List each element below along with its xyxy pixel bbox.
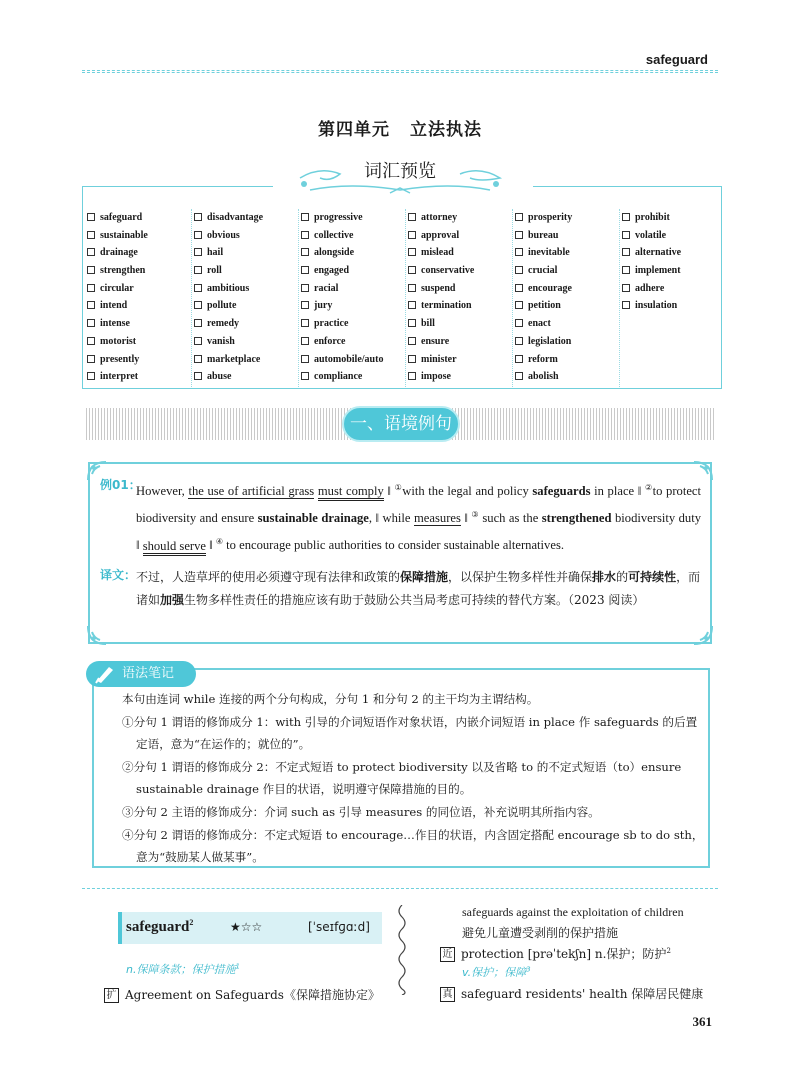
- vocab-item[interactable]: [301, 333, 405, 351]
- vocab-word: volatile: [635, 229, 667, 241]
- vocab-item[interactable]: [622, 280, 727, 298]
- sense-1: n.保障条款；保护措施$^1$: [126, 962, 240, 976]
- checkbox-icon[interactable]: [87, 213, 95, 221]
- vocab-item[interactable]: [301, 244, 405, 262]
- checkbox-icon[interactable]: [87, 248, 95, 256]
- vocab-word: mislead: [421, 247, 454, 259]
- checkbox-icon[interactable]: [515, 284, 523, 292]
- vocab-item[interactable]: [301, 315, 405, 333]
- vocab-word: marketplace: [207, 353, 261, 365]
- checkbox-icon[interactable]: [87, 337, 95, 345]
- checkbox-icon[interactable]: [87, 284, 95, 292]
- vocab-item[interactable]: [301, 262, 405, 280]
- vocab-word: presently: [100, 353, 140, 365]
- vocab-item[interactable]: [622, 262, 727, 280]
- checkbox-icon[interactable]: [194, 355, 202, 363]
- vocab-word: ensure: [421, 335, 450, 347]
- vocab-word: bureau: [528, 229, 559, 241]
- vocab-item[interactable]: [194, 209, 298, 227]
- checkbox-icon[interactable]: [515, 213, 523, 221]
- checkbox-icon[interactable]: [408, 231, 416, 239]
- real-exam-tag: 真: [440, 987, 455, 1002]
- vocab-word: strengthen: [100, 265, 146, 277]
- vocab-word: implement: [635, 265, 681, 277]
- vocab-word: petition: [528, 300, 561, 312]
- vocab-item[interactable]: [301, 368, 405, 386]
- vocab-item[interactable]: [194, 244, 298, 262]
- checkbox-icon[interactable]: [515, 319, 523, 327]
- checkbox-icon[interactable]: [515, 231, 523, 239]
- vocab-item[interactable]: [515, 368, 619, 386]
- vocab-item[interactable]: [408, 368, 512, 386]
- vocab-item[interactable]: [87, 209, 191, 227]
- vocab-item[interactable]: [408, 227, 512, 245]
- vocab-word: minister: [421, 353, 457, 365]
- vocab-item[interactable]: [515, 351, 619, 369]
- vocab-word: motorist: [100, 335, 137, 347]
- checkbox-icon[interactable]: [622, 213, 630, 221]
- checkbox-icon[interactable]: [515, 248, 523, 256]
- checkbox-icon[interactable]: [194, 248, 202, 256]
- vocab-item[interactable]: [87, 315, 191, 333]
- vocab-word: insulation: [635, 300, 678, 312]
- synonym-row: 近 protection [prəˈtekʃn] n.保护；防护$^2$: [440, 945, 671, 962]
- vocab-word: reform: [528, 353, 558, 365]
- grammar-tag: [86, 661, 196, 687]
- spine-divider-icon: [395, 905, 409, 995]
- vocab-item[interactable]: [515, 227, 619, 245]
- vocab-item[interactable]: [408, 333, 512, 351]
- vocab-word: circular: [100, 282, 134, 294]
- vocab-item[interactable]: [515, 333, 619, 351]
- translation-label: 译文：: [100, 568, 137, 582]
- vocab-word: automobile/auto: [314, 353, 384, 365]
- checkbox-icon[interactable]: [194, 372, 202, 380]
- vocab-heading-text: 词汇预览: [364, 161, 436, 182]
- vocab-item[interactable]: [194, 315, 298, 333]
- vocab-word: legislation: [528, 335, 572, 347]
- vocab-item[interactable]: [301, 297, 405, 315]
- vocab-item[interactable]: [408, 297, 512, 315]
- vocab-word: bill: [421, 318, 435, 330]
- checkbox-icon[interactable]: [301, 284, 309, 292]
- headword: safeguard$^2$: [126, 918, 194, 935]
- checkbox-icon[interactable]: [408, 337, 416, 345]
- vocab-word: intend: [100, 300, 128, 312]
- pen-icon: [94, 664, 116, 684]
- vocab-item[interactable]: [194, 368, 298, 386]
- vocab-item[interactable]: [408, 209, 512, 227]
- vocab-word: approval: [421, 229, 460, 241]
- subject-1: the use of artificial grass: [188, 484, 315, 499]
- checkbox-icon[interactable]: [301, 337, 309, 345]
- checkbox-icon[interactable]: [622, 266, 630, 274]
- checkbox-icon[interactable]: [301, 301, 309, 309]
- vocab-column: [192, 209, 299, 387]
- grammar-point: ①分句 1 谓语的修饰成分 1：with 引导的介词短语作对象状语，内嵌介词短语 in place 作 safeguards 的后置定语，意为“在运作的；就位的”。: [122, 714, 698, 752]
- checkbox-icon[interactable]: [194, 213, 202, 221]
- checkbox-icon[interactable]: [194, 231, 202, 239]
- vocab-columns: [85, 209, 727, 387]
- vocab-column: [299, 209, 406, 387]
- vocab-word: inevitable: [528, 247, 570, 259]
- vocab-item[interactable]: [301, 351, 405, 369]
- example-sentence: However, the use of artificial grass must comply ‖ ①with the legal and policy safeguards in place ‖ ②to protect biodiversity and ensure sustainable drainage, ‖ while measures ‖ ③ such as the strengthened biodiversity duty ‖ should serve ‖ ④ to encourage public authorities to consider sustainable alternatives.: [136, 476, 701, 558]
- checkbox-icon[interactable]: [408, 266, 416, 274]
- vocab-word: jury: [314, 300, 333, 312]
- vocab-word: attorney: [421, 212, 458, 223]
- checkbox-icon[interactable]: [408, 355, 416, 363]
- checkbox-icon[interactable]: [301, 248, 309, 256]
- vocab-word: alternative: [635, 247, 682, 259]
- vocab-item[interactable]: [515, 244, 619, 262]
- vocab-word: alongside: [314, 247, 355, 259]
- vocab-item[interactable]: [87, 297, 191, 315]
- extension-row: 扩 Agreement on Safeguards《保障措施协定》: [104, 986, 380, 1003]
- vocab-word: prohibit: [635, 212, 670, 223]
- subject-2: measures: [414, 511, 461, 526]
- checkbox-icon[interactable]: [87, 372, 95, 380]
- grammar-notes: [122, 688, 704, 869]
- vocab-word: crucial: [528, 265, 558, 277]
- vocab-box: [82, 186, 722, 389]
- checkbox-icon[interactable]: [87, 266, 95, 274]
- section-divider: [82, 888, 718, 889]
- vocab-word: intense: [100, 318, 130, 330]
- vocab-word: compliance: [314, 371, 363, 383]
- checkbox-icon[interactable]: [194, 266, 202, 274]
- checkbox-icon[interactable]: [408, 213, 416, 221]
- vocab-word: interpret: [100, 371, 139, 383]
- vocab-item[interactable]: [515, 209, 619, 227]
- vocab-column: [620, 209, 727, 387]
- vocab-column: [406, 209, 513, 387]
- vocab-word: collective: [314, 229, 354, 241]
- checkbox-icon[interactable]: [622, 301, 630, 309]
- frequency-stars: ★☆☆: [230, 920, 263, 934]
- vocab-item[interactable]: [622, 244, 727, 262]
- running-head: safeguard: [645, 52, 708, 67]
- checkbox-icon[interactable]: [301, 231, 309, 239]
- vocab-word: adhere: [635, 282, 665, 294]
- checkbox-icon[interactable]: [515, 372, 523, 380]
- unit-number: 第四单元: [318, 120, 390, 140]
- vocab-item[interactable]: [515, 280, 619, 298]
- page-number: 361: [692, 1014, 712, 1029]
- checkbox-icon[interactable]: [194, 301, 202, 309]
- unit-title: [0, 115, 800, 140]
- checkbox-icon[interactable]: [622, 248, 630, 256]
- vocab-item[interactable]: [301, 227, 405, 245]
- checkbox-icon[interactable]: [408, 319, 416, 327]
- predicate-2: should serve: [143, 539, 206, 556]
- checkbox-icon[interactable]: [87, 319, 95, 327]
- checkbox-icon[interactable]: [87, 231, 95, 239]
- vocab-item[interactable]: [87, 280, 191, 298]
- corner-ornament-icon: [692, 624, 714, 646]
- vocab-word: hail: [207, 247, 224, 259]
- vocab-word: progressive: [314, 212, 363, 223]
- vocab-word: suspend: [421, 282, 456, 294]
- vocab-word: enforce: [314, 335, 346, 347]
- vocab-item[interactable]: [87, 333, 191, 351]
- vocab-word: drainage: [100, 247, 138, 259]
- extension-tag: 扩: [104, 988, 119, 1003]
- vocab-word: roll: [207, 265, 222, 277]
- vocab-item[interactable]: [194, 297, 298, 315]
- checkbox-icon[interactable]: [301, 213, 309, 221]
- vocab-item[interactable]: [408, 351, 512, 369]
- corner-ornament-icon: [86, 624, 108, 646]
- vocab-word: racial: [314, 282, 339, 294]
- checkbox-icon[interactable]: [301, 355, 309, 363]
- vocab-heading: [290, 160, 510, 196]
- vocab-item[interactable]: [194, 262, 298, 280]
- vocab-item[interactable]: [87, 368, 191, 386]
- checkbox-icon[interactable]: [194, 284, 202, 292]
- vocab-word: impose: [421, 371, 451, 383]
- grammar-point: ④分句 2 谓语的修饰成分：不定式短语 to encourage…作目的状语，内含固定搭配 encourage sb to do sth，意为“鼓励某人做某事”。: [122, 827, 704, 865]
- vocab-word: prosperity: [528, 212, 573, 223]
- checkbox-icon[interactable]: [194, 337, 202, 345]
- vocab-word: vanish: [207, 335, 235, 347]
- translation-text: 不过，人造草坪的使用必须遵守现有法律和政策的保障措施，以保护生物多样性并确保排水的可持续性，而诸如加强生物多样性责任的措施应该有助于鼓励公共当局考虑可持续的替代方案。（2023 阅读）: [136, 570, 701, 607]
- checkbox-icon[interactable]: [515, 266, 523, 274]
- header-divider: [82, 70, 718, 73]
- vocab-word: abuse: [207, 371, 232, 383]
- vocab-column: [513, 209, 620, 387]
- vocab-word: safeguard: [100, 212, 143, 223]
- vocab-word: disadvantage: [207, 212, 264, 223]
- section-title: 一、语境例句: [342, 406, 460, 442]
- vocab-item[interactable]: [194, 280, 298, 298]
- vocab-word: sustainable: [100, 229, 148, 241]
- vocab-item[interactable]: [408, 315, 512, 333]
- checkbox-icon[interactable]: [408, 301, 416, 309]
- vocab-word: obvious: [207, 229, 240, 241]
- vocab-word: abolish: [528, 371, 559, 383]
- vocab-word: engaged: [314, 265, 349, 277]
- sense-2: v.保护；保障$^3$: [462, 965, 531, 979]
- example-label: 例01：: [100, 478, 141, 492]
- vocab-item[interactable]: [515, 262, 619, 280]
- phrase-zh: 避免儿童遭受剥削的保护措施: [462, 926, 619, 940]
- vocab-word: encourage: [528, 282, 572, 294]
- vocab-item[interactable]: [301, 209, 405, 227]
- vocab-item[interactable]: [87, 244, 191, 262]
- checkbox-icon[interactable]: [515, 355, 523, 363]
- vocab-item[interactable]: [87, 351, 191, 369]
- unit-name: 立法执法: [410, 120, 482, 140]
- vocab-item[interactable]: [301, 280, 405, 298]
- vocab-word: conservative: [421, 265, 475, 277]
- synonym-tag: 近: [440, 947, 455, 962]
- vocab-item[interactable]: [622, 209, 727, 227]
- grammar-point: ②分句 1 谓语的修饰成分 2：不定式短语 to protect biodiversity 以及省略 to 的不定式短语（to）ensure sustainable drainage 作目的状语，说明遵守保障措施的目的。: [122, 759, 682, 797]
- predicate-1: must comply: [318, 484, 384, 501]
- checkbox-icon[interactable]: [408, 248, 416, 256]
- checkbox-icon[interactable]: [194, 319, 202, 327]
- grammar-tag-text: 语法笔记: [122, 666, 175, 681]
- checkbox-icon[interactable]: [87, 355, 95, 363]
- vocab-word: remedy: [207, 318, 240, 330]
- phonetic: [ˈseɪfɡɑːd]: [308, 920, 370, 934]
- grammar-intro: 本句由连词 while 连接的两个分句构成，分句 1 和分句 2 的主干均为主谓结构。: [122, 692, 539, 706]
- checkbox-icon[interactable]: [622, 231, 630, 239]
- checkbox-icon[interactable]: [515, 301, 523, 309]
- vocab-item[interactable]: [515, 297, 619, 315]
- vocab-word: termination: [421, 300, 472, 312]
- checkbox-icon[interactable]: [515, 337, 523, 345]
- vocab-word: pollute: [207, 300, 237, 312]
- checkbox-icon[interactable]: [301, 266, 309, 274]
- vocab-word: practice: [314, 318, 349, 330]
- checkbox-icon[interactable]: [408, 372, 416, 380]
- checkbox-icon[interactable]: [301, 372, 309, 380]
- real-exam-row: 真 safeguard residents' health 保障居民健康: [440, 985, 703, 1002]
- checkbox-icon[interactable]: [622, 284, 630, 292]
- vocab-item[interactable]: [408, 262, 512, 280]
- vocab-word: enact: [528, 318, 551, 330]
- vocab-item[interactable]: [408, 280, 512, 298]
- checkbox-icon[interactable]: [87, 301, 95, 309]
- vocab-column: [85, 209, 192, 387]
- checkbox-icon[interactable]: [301, 319, 309, 327]
- vocab-item[interactable]: [622, 297, 727, 315]
- vocab-item[interactable]: [87, 262, 191, 280]
- vocab-item[interactable]: [194, 351, 298, 369]
- vocab-item[interactable]: [194, 227, 298, 245]
- checkbox-icon[interactable]: [408, 284, 416, 292]
- vocab-item[interactable]: [87, 227, 191, 245]
- grammar-point: ③分句 2 主语的修饰成分：介词 such as 引导 measures 的同位语，补充说明其所指内容。: [122, 804, 600, 819]
- vocab-item[interactable]: [515, 315, 619, 333]
- phrase-en: safeguards against the exploitation of children: [462, 905, 684, 919]
- vocab-item[interactable]: [408, 244, 512, 262]
- vocab-item[interactable]: [622, 227, 727, 245]
- vocab-item[interactable]: [194, 333, 298, 351]
- vocab-word: ambitious: [207, 282, 250, 294]
